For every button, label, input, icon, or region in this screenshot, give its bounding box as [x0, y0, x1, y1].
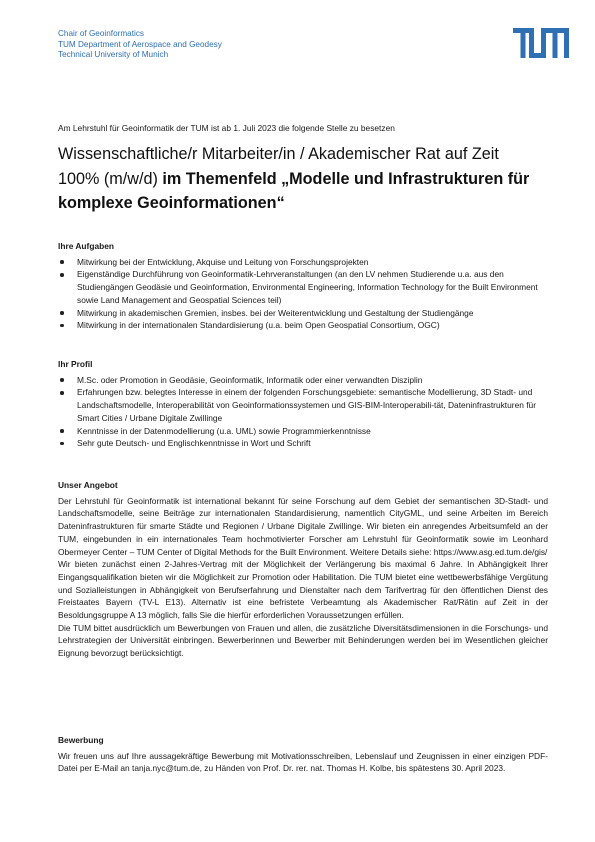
list-item: Eigenständige Durchführung von Geoinformatik-Lehrveranstaltungen (an den LV nehmen Studierende u.a. aus den Studiengängen Geodäsie und Geoinformation, Environmental Engineering, Information Technology for the Built Environment sowie Land Management and Geospatial Sciences teil) — [58, 268, 548, 306]
title-line: Wissenschaftliche/r Mitarbeiter/in / Akademischer Rat auf Zeit — [58, 145, 499, 163]
title-bold: im Themenfeld „Modelle und Infrastrukturen für — [162, 169, 530, 188]
section-bewerbung — [58, 734, 548, 775]
paragraph: Wir bieten zunächst einen 2-Jahres-Vertrag mit der Möglichkeit der Verlängerung bis maximal 6 Jahre. In Abhängigkeit Ihrer Eingangsqualifikation bieten wir die Möglichkeit zur Promotion oder Habilitation. Die TUM bietet eine wettbewerbsfähige Vergütung und Sozialleistungen in Abhängigkeit von Berufserfahrung und Dienstalter nach dem Tarifvertrag für den öffentlichen Dienst des Freistaates Bayern (TV-L E13). Alternativ ist eine befristete Verbeamtung als Akademischer Rat/Rätin auf Zeit in der Besoldungsgruppe A 13 möglich, falls Sie die hierfür erforderlichen Voraussetzungen erfüllen. — [58, 559, 548, 621]
paragraph: Der Lehrstuhl für Geoinformatik ist international bekannt für seine Forschung auf dem Gebiet der semantischen 3D-Stadt- und Landschaftsmodelle, seine Beiträge zur internationalen Standardisierung, namentlich CityGML, und seine Arbeiten im Bereich Dateninfrastrukturen für smarte Städte und Regionen / Urbane Digitale Zwillinge. Wir bieten ein anregendes Arbeitsumfeld an der TUM, eingebunden in ein internationales Team hochmotivierter Forscher am Lehrstuhl für Geoinformatik sowie im Leonhard Obermeyer Center – TUM Center of Digital Methods for the Built Environment. Weitere Details siehe: https://www.asg.ed.tum.de/gis/ — [58, 495, 548, 557]
list-item: Mitwirkung bei der Entwicklung, Akquise und Leitung von Forschungsprojekten — [58, 256, 548, 269]
section-title: Ihr Profil — [58, 359, 93, 369]
header-line: TUM Department of Aerospace and Geodesy — [58, 39, 222, 49]
paragraph: Wir freuen uns auf Ihre aussagekräftige Bewerbung mit Motivationsschreiben, Lebenslauf und Zeugnissen in einer einzigen PDF-Datei per E-Mail an tanja.nyc@tum.de, zu Händen von Prof. Dr. rer. nat. Thomas H. Kolbe, bis spätestens 30. April 2023. — [58, 750, 548, 774]
section-aufgaben — [58, 240, 548, 332]
title-line — [58, 167, 558, 192]
section-title: Ihre Aufgaben — [58, 241, 114, 251]
intro-text: Am Lehrstuhl für Geoinformatik der TUM ist ab 1. Juli 2023 die folgende Stelle zu besetzen — [58, 123, 395, 133]
list-item: Sehr gute Deutsch- und Englischkenntnisse in Wort und Schrift — [58, 437, 548, 450]
paragraph: Die TUM bittet ausdrücklich um Bewerbungen von Frauen und allen, die zusätzliche Diversitätsdimensionen in die Forschungs- und Lehrstrategien der Universität einbringen. Bewerberinnen und Bewerber mit Behinderungen werden bei im Wesentlichen gleicher Eignung bevorzugt berücksichtigt. — [58, 622, 548, 659]
tum-logo-icon — [513, 28, 569, 58]
header-line: Chair of Geoinformatics — [58, 29, 145, 38]
section-title: Unser Angebot — [58, 480, 118, 490]
list-item: Kenntnisse in der Datenmodellierung (u.a. UML) sowie Programmierkenntnisse — [58, 425, 548, 438]
list-item: Erfahrungen bzw. belegtes Interesse in einem der folgenden Forschungsgebiete: semantische Modellierung, 3D Stadt- und Landschaftsmodelle, Interoperabilität von Geoinformationssystemen und GIS-BIM-Interoperabili-tät, Dateninfrastrukturen für Smart Cities / Urbane Digitale Zwillinge — [58, 386, 548, 424]
section-angebot — [58, 479, 548, 660]
list-item: M.Sc. oder Promotion in Geodäsie, Geoinformatik, Informatik oder einer verwandten Disziplin — [58, 374, 548, 387]
profil-list — [58, 374, 548, 450]
header-line: Technical University of Munich — [58, 50, 169, 59]
title-line: komplexe Geoinformationen“ — [58, 194, 285, 212]
section-profil — [58, 358, 548, 450]
page-title — [58, 142, 558, 216]
aufgaben-list — [58, 256, 548, 332]
section-title: Bewerbung — [58, 735, 104, 745]
department-header — [58, 29, 222, 61]
list-item: Mitwirkung in der internationalen Standardisierung (u.a. beim Open Geospatial Consortium, OGC) — [58, 319, 548, 332]
list-item: Mitwirkung in akademischen Gremien, insbes. bei der Weiterentwicklung und Gestaltung der Studiengänge — [58, 307, 548, 320]
title-regular: 100% (m/w/d) — [58, 169, 163, 188]
